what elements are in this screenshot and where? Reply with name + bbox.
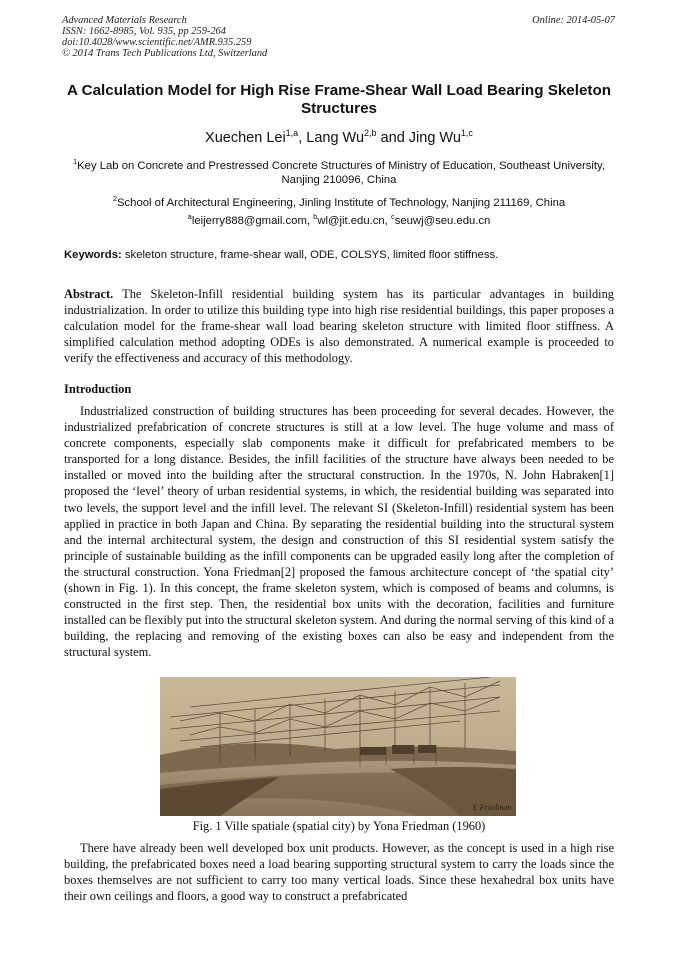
keywords-label: Keywords:	[64, 249, 122, 261]
artist-signature: Y. Friedman	[472, 803, 512, 812]
online-date: Online: 2014-05-07	[532, 15, 615, 26]
author-superscript: 1,a	[285, 128, 299, 138]
abstract-label: Abstract.	[64, 287, 114, 301]
email-address[interactable]: leijerry888@gmail.com,	[191, 214, 314, 227]
affiliation-superscript: 1	[72, 157, 78, 166]
affiliation-text: School of Architectural Engineering, Jinling Institute of Technology, Nanjing 211169, China	[116, 196, 566, 209]
affiliation-text: Key Lab on Concrete and Prestressed Concrete Structures of Ministry of Education, Southeast University, Nanjing 210096, China	[77, 159, 606, 187]
author-list	[60, 128, 618, 146]
abstract-text: The Skeleton-Infill residential building system has its particular advantages in building industrialization. In order to utilize this building type into high rise residential buildings, this paper proposes a calculation model for the frame-shear wall load bearing skeleton structure with limited floor stiffness. A simplified calculation method adopting ODEs is also demonstrated. A numerical example is proceeded to verify the effectiveness and accuracy of this methodology.	[64, 287, 614, 366]
figure-spatial-city	[160, 677, 516, 816]
section-heading-introduction: Introduction	[64, 382, 132, 396]
intro-paragraph-2: There have already been well developed box unit products. However, as the concept is used in a high rise building, the prefabricated boxes need a load bearing supporting structural system to carry the loads since the boxes themselves are not sufficient to carry too many vertical loads. Since these hexahedral box units have their own ceilings and floors, a good way to construct a prefabricated	[64, 841, 614, 904]
paper-title: A Calculation Model for High Rise Frame-Shear Wall Load Bearing Skeleton Structures	[66, 82, 612, 117]
email-address[interactable]: seuwj@seu.edu.cn	[394, 214, 491, 227]
author-superscript: 1,c	[460, 128, 473, 138]
author-name: Xuechen Lei	[205, 129, 286, 146]
copyright-line: © 2014 Trans Tech Publications Ltd, Switzerland	[62, 48, 268, 59]
author-separator: and	[376, 129, 409, 146]
author-name: Lang Wu	[306, 129, 365, 146]
author-name: Jing Wu	[408, 129, 461, 146]
email-address[interactable]: wl@jit.edu.cn,	[317, 214, 391, 227]
affiliation-2	[60, 192, 618, 210]
author-superscript: 2,b	[364, 128, 377, 138]
email-superscript: a	[187, 212, 192, 221]
journal-header	[62, 15, 267, 59]
figure-caption: Fig. 1 Ville spatiale (spatial city) by Yona Friedman (1960)	[192, 819, 486, 833]
keywords-text: skeleton structure, frame-shear wall, ODE, COLSYS, limited floor stiffness.	[121, 249, 499, 261]
author-separator: ,	[298, 129, 307, 146]
email-list	[60, 212, 618, 227]
doi-line[interactable]: doi:10.4028/www.scientific.net/AMR.935.259	[62, 37, 252, 48]
abstract	[64, 286, 614, 366]
email-superscript: c	[390, 212, 395, 221]
issn-line: ISSN: 1662-8985, Vol. 935, pp 259-264	[62, 26, 226, 37]
email-superscript: b	[313, 212, 318, 221]
affiliation-superscript: 2	[112, 194, 117, 203]
intro-paragraph-1: Industrialized construction of building structures has been proceeding for several decades. However, the industrialized prefabrication of concrete structures is still at a low level. The huge volume and mass of concrete components, especially slab components make it difficult for prefabricated members to be transported for a long distance. Besides, the infill facilities of the structure have always been needed to be installed or moved into the building after the structural construction. In the 1970s, N. John Habraken[1] proposed the ‘level’ theory of urban residential systems, in which, the residential building was separated into two levels, the support level and the infill level. The relevant SI (Skeleton-Infill) residential system has been applied in practice in both Japan and China. By separating the residential building into the structural system and the internal architectural system, the design and construction of this SI residential system satisfy the principle of sustainable building as the infill components can be upgraded easily long after the completion of the structural construction. Yona Friedman[2] proposed the famous architecture concept of ‘the spatial city’ (shown in Fig. 1). In this concept, the frame skeleton system, which is composed of beams and columns, is constructed in the first step. Then, the residential box units with the decoration, facilities and furniture installed can be flexibly put into the structural skeleton system. And during the normal serving of this kind of a building, the replacing and removing of the existing boxes can also be easy and independent from the structural system.	[64, 404, 614, 660]
spatial-city-photo	[160, 677, 516, 816]
journal-name: Advanced Materials Research	[62, 15, 187, 26]
keywords	[64, 249, 614, 261]
affiliation-1	[60, 155, 618, 188]
